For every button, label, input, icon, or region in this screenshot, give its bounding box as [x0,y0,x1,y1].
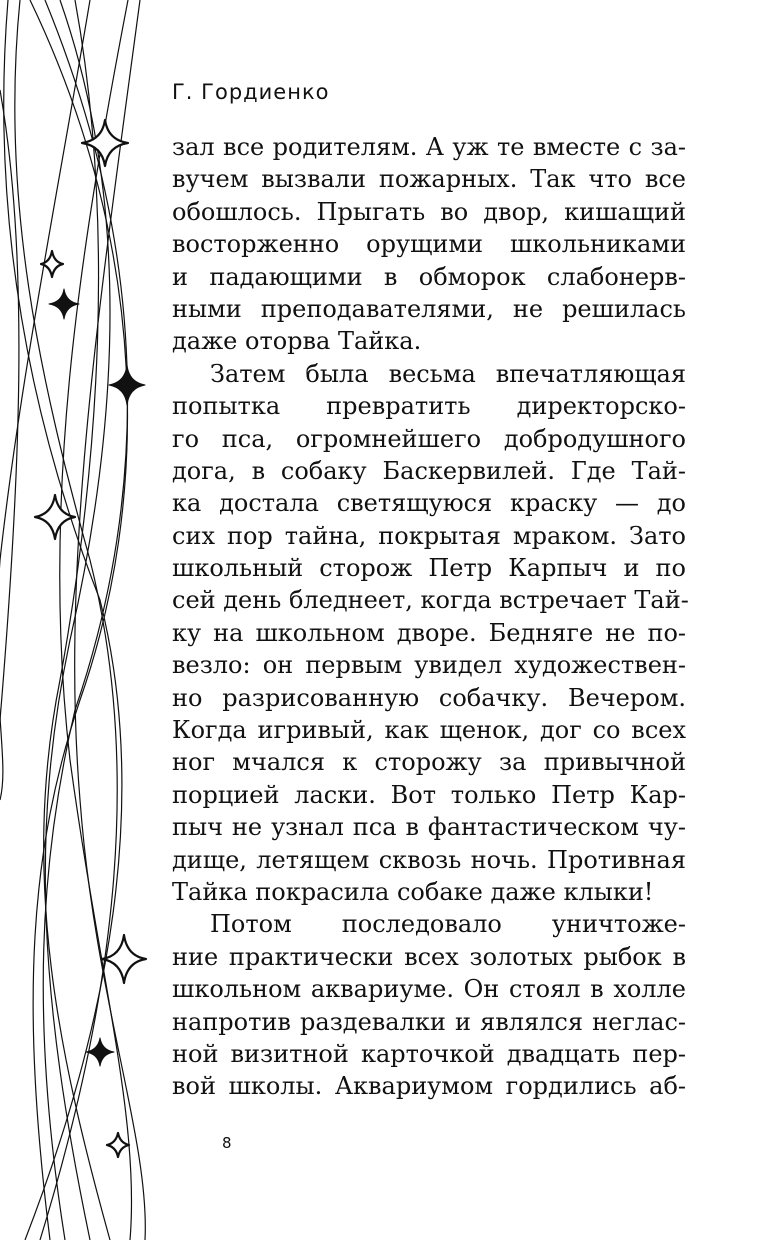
text-line: школьном аквариуме. Он стоял в холле [172,975,686,1004]
text-line: обошлось. Прыгать во двор, кишащий [172,197,686,226]
text-line: ка достала светящуюся краску — до [172,489,686,518]
text-line: сей день бледнеет, когда встречает Тай- [172,586,689,615]
text-line: дище, летящем сквозь ночь. Противная [172,845,686,874]
text-line: порцией ласки. Вот только Петр Кар- [172,780,686,809]
sparkle-star-icon [35,495,75,539]
sparkle-star-icon [109,365,145,405]
paragraph-first-line: Потом последовало уничтоже- [210,910,686,939]
text-line: ку на школьном дворе. Бедняге не по- [172,618,686,647]
sparkle-star-icon [41,251,63,277]
text-line: ние практически всех золотых рыбок в [172,942,686,971]
text-line: вучем вызвали пожарных. Так что все [172,165,686,194]
text-line: вой школы. Аквариумом гордились аб- [172,1072,686,1101]
text-line: даже оторва Тайка. [172,327,422,356]
text-line: но разрисованную собачку. Вечером. [172,683,686,712]
text-line: го пса, огромнейшего добродушного [172,424,686,453]
page-number: 8 [222,1134,232,1152]
text-line: дога, в собаку Баскервилей. Где Тай- [172,456,686,485]
text-line: везло: он первым увидел художествен- [172,651,686,680]
text-line: пыч не узнал пса в фантастическом чу- [172,813,686,842]
text-line: Когда игривый, как щенок, дог со всех [172,716,686,745]
text-line: попытка превратить директорско- [172,392,686,421]
sparkle-star-icon [107,1133,129,1157]
text-line: восторженно орущими школьниками [172,230,686,259]
sparkle-star-icon [49,289,79,319]
text-line: сих пор тайна, покрытая мраком. Зато [172,521,686,550]
text-line: Тайка покрасила собаке даже клыки! [172,877,654,906]
running-head-author: Г. Гордиенко [172,80,330,104]
text-line: и падающими в обморок слабонерв- [172,262,686,291]
text-line: ной визитной карточкой двадцать пер- [172,1039,686,1068]
paragraph-first-line: Затем была весьма впечатляющая [210,359,686,388]
decorative-wave-ornament [0,0,160,1240]
text-line: ног мчался к сторожу за привычной [172,748,686,777]
text-line: ными преподавателями, не решилась [172,294,686,323]
text-line: школьный сторож Петр Карпыч и по [172,554,686,583]
body-text [172,131,689,1103]
text-line: напротив раздевалки и являлся неглас- [172,1007,686,1036]
text-line: зал все родителям. А уж те вместе с за- [172,133,686,161]
